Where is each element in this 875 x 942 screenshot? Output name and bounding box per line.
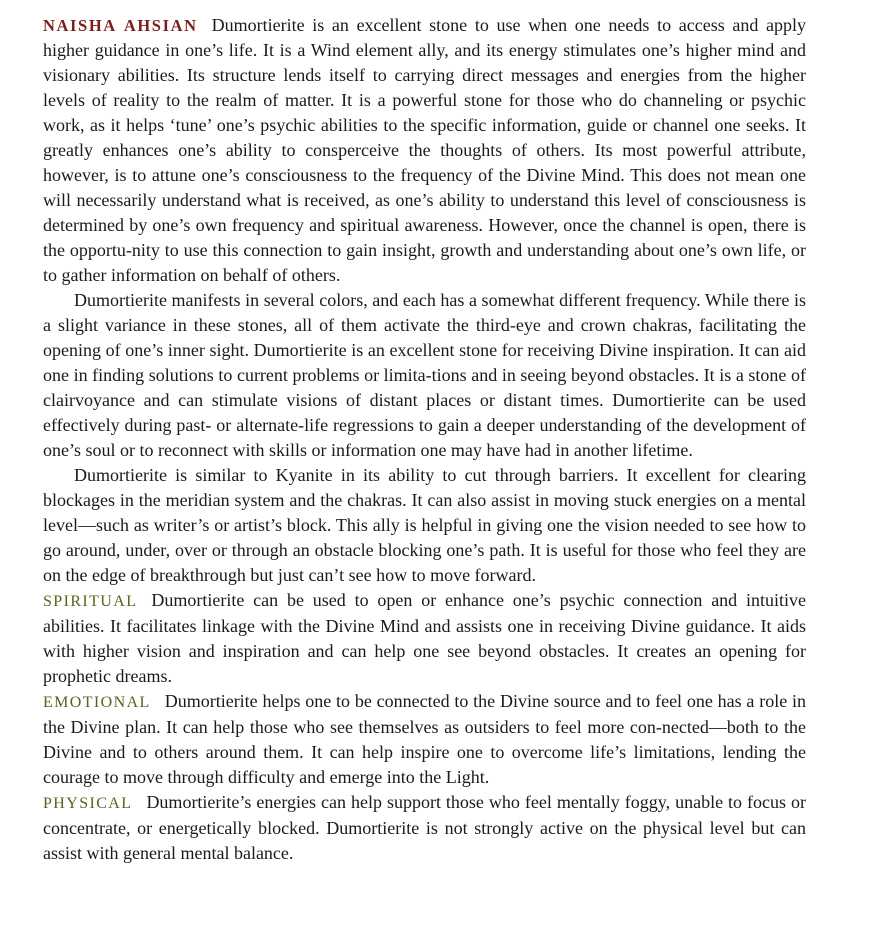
emotional-section	[43, 689, 806, 790]
author-heading: NAISHA AHSIAN	[43, 16, 198, 35]
physical-text: Dumortierite’s energies can help support those who feel mentally foggy, unable to focus or concentrate, or energetically blocked. Dumortierite is not strongly active on the physical level but can assist with general mental balance.	[43, 792, 806, 863]
physical-section	[43, 790, 806, 866]
author-paragraph-1	[43, 13, 806, 288]
author-paragraph-2: Dumortierite manifests in several colors, and each has a somewhat different frequency. While there is a slight variance in these stones, all of them activate the third-eye and crown chakras, facilitating the opening of one’s inner sight. Dumortierite is an excellent stone for receiving Divine inspiration. It can aid one in finding solutions to current problems or limita-tions and in seeing beyond obstacles. It is a stone of clairvoyance and can stimulate visions of distant places or distant times. Dumortierite can be used effectively during past- or alternate-life regressions to gain a deeper understanding of the development of one’s soul or to reconnect with skills or information one may have had in another lifetime.	[43, 290, 806, 460]
paragraph-text: Dumortierite is an excellent stone to use when one needs to access and apply higher guidance in one’s life. It is a Wind element ally, and its energy stimulates one’s higher mind and visionary abilities. Its structure lends itself to carrying direct messages and energies from the higher levels of reality to the realm of matter. It is a powerful stone for those who do channeling or psychic work, as it helps ‘tune’ one’s psychic abilities to the specific information, guide or channel one seeks. It greatly enhances one’s ability to consperceive the thoughts of others. Its most powerful attribute, however, is to attune one’s consciousness to the frequency of the Divine Mind. This does not mean one will necessarily understand what is received, as one’s ability to understand this level of consciousness is determined by one’s own frequency and spiritual awareness. However, once the channel is open, there is the opportu-nity to use this connection to gain insight, growth and understanding about one’s own life, or to gather information on behalf of others.	[43, 15, 806, 285]
emotional-heading: EMOTIONAL	[43, 694, 151, 711]
physical-heading: PHYSICAL	[43, 795, 133, 812]
emotional-text: Dumortierite helps one to be connected to the Divine source and to feel one has a role in the Divine plan. It can help those who see themselves as outsiders to feel more con-nected—both to the Divine and to others around them. It can help inspire one to overcome life’s limitations, lending the courage to move through difficulty and emerge into the Light.	[43, 691, 806, 787]
spiritual-text: Dumortierite can be used to open or enhance one’s psychic connection and intuitive abilities. It facilitates linkage with the Divine Mind and assists one in receiving Divine guidance. It aids with higher vision and inspiration and can help one see beyond obstacles. It creates an opening for prophetic dreams.	[43, 590, 806, 686]
article-body	[43, 13, 806, 866]
spiritual-section	[43, 588, 806, 689]
author-paragraph-3: Dumortierite is similar to Kyanite in its ability to cut through barriers. It excellent for clearing blockages in the meridian system and the chakras. It can also assist in moving stuck energies on a mental level—such as writer’s or artist’s block. This ally is helpful in giving one the vision needed to see how to go around, under, over or through an obstacle blocking one’s path. It is useful for those who feel they are on the edge of breakthrough but just can’t see how to move forward.	[43, 465, 806, 585]
spiritual-heading: SPIRITUAL	[43, 593, 138, 610]
